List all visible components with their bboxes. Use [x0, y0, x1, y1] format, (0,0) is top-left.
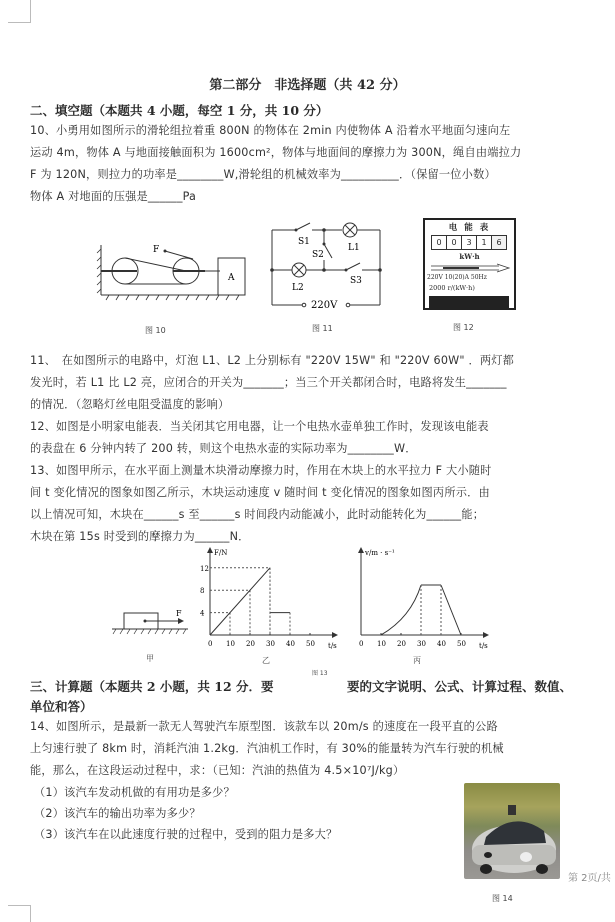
x-axis-arrow	[483, 632, 489, 638]
x-tick-label: 50	[457, 640, 466, 648]
y-axis-label: v/m · s⁻¹	[365, 549, 395, 557]
x-tick-label: 30	[417, 640, 426, 648]
q14-line-2: 上匀速行驶了 8km 时，消耗汽油 1.2kg．汽油机工作时，有 30%的能量转为汽车行驶的机械	[30, 742, 504, 755]
meter-digit: 3	[462, 236, 477, 249]
figure-13-bing-chart	[343, 545, 493, 670]
y-tick-label: 8	[200, 587, 205, 596]
q13-line-2: 间 t 变化情况的图象如图乙所示，木块运动速度 v 随时间 t 变化情况的图象如图丙所示．由	[30, 486, 490, 499]
meter-digits	[431, 235, 507, 250]
section-heading-calc-a: 三、计算题（本题共 2 小题，共 12 分．要	[30, 679, 274, 694]
x-tick-label: 40	[286, 640, 295, 648]
label-L2: L2	[292, 283, 304, 293]
q10-line-1: 10、小勇用如图所示的滑轮组拉着重 800N 的物体在 2min 内使物体 A 沿着水平地面匀速向左	[30, 124, 511, 137]
q14-line-1: 14、如图所示，是最新一款无人驾驶汽车原型图．该款车以 20m/s 的速度在一段平直的公路	[30, 720, 498, 733]
page-number: 第 2页/共	[568, 873, 611, 884]
section-heading-calc-b: 要的文字说明、公式、计算过程、数值、	[347, 679, 573, 694]
meter-base	[429, 296, 509, 308]
label-L1: L1	[348, 243, 360, 253]
figure-13-bing-caption: 丙	[413, 656, 421, 665]
x-tick-label: 0	[208, 640, 213, 648]
x-tick-label: 10	[377, 640, 386, 648]
series-curve-accel	[381, 585, 421, 635]
section-heading-fill-in: 二、填空题（本题共 4 小题，每空 1 分，共 10 分）	[30, 103, 329, 118]
q11-line-1: 11、 在如图所示的电路中，灯泡 L1、L2 上分别标有 "220V 15W" 和 "220V 60W" ．两灯都	[30, 354, 515, 367]
figure-14-car-photo	[464, 783, 560, 879]
q11-line-2: 发光时，若 L1 比 L2 亮，应闭合的开关为_______；当三个开关都闭合时，电路将发生_______	[30, 376, 507, 389]
y-axis-label: F/N	[214, 549, 228, 557]
figure-13-yi-chart	[192, 545, 342, 670]
label-F: F	[153, 245, 160, 255]
figure-13-jia	[110, 605, 190, 665]
figure-13-jia-caption: 甲	[146, 654, 154, 663]
q14-sub-3: （3）该汽车在以此速度行驶的过程中，受到的阻力是多大？	[34, 828, 338, 841]
label-S2: S2	[312, 250, 324, 260]
x-axis-arrow	[332, 632, 338, 638]
meter-digit: 1	[477, 236, 492, 249]
x-tick-label: 30	[266, 640, 275, 648]
figure-13-caption: 图 13	[312, 670, 328, 677]
part-title: 第二部分 非选择题（共 42 分）	[209, 78, 406, 93]
figure-10-pulley	[95, 225, 255, 335]
meter-title: 电 能 表	[448, 223, 491, 233]
q11-line-3: 的情况．（忽略灯丝电阻受温度的影响）	[30, 398, 230, 411]
q12-line-1: 12、如图是小明家电能表．当关闭其它用电器，让一个电热水壶单独工作时，发现该电能表	[30, 420, 489, 433]
meter-digit: 0	[447, 236, 462, 249]
q10-line-3: F 为 120N，则拉力的功率是________W,滑轮组的机械效率为__________．（保留一位小数）	[30, 168, 496, 181]
x-tick-label: 50	[306, 640, 315, 648]
x-tick-label: 10	[226, 640, 235, 648]
label-F: F	[176, 609, 182, 618]
figure-14-caption: 图 14	[492, 894, 513, 903]
y-axis-arrow	[358, 547, 364, 553]
x-tick-label: 0	[359, 640, 364, 648]
x-axis-label: t/s	[479, 642, 488, 650]
figure-12-energy-meter	[423, 218, 518, 340]
x-tick-label: 20	[246, 640, 255, 648]
meter-digit: 0	[432, 236, 447, 249]
q12-line-2: 的表盘在 6 分钟内转了 200 转，则这个电热水壶的实际功率为________W．	[30, 442, 417, 455]
q10-line-2: 运动 4m，物体 A 与地面接触面积为 1600cm²，物体与地面间的摩擦力为 300N，绳自由端拉力	[30, 146, 522, 159]
q14-sub-2: （2）该汽车的输出功率为多少？	[34, 807, 201, 820]
q13-line-4: 木块在第 15s 时受到的摩擦力为______N．	[30, 530, 250, 543]
x-tick-label: 40	[437, 640, 446, 648]
meter-unit: kW·h	[459, 252, 480, 261]
label-S3: S3	[350, 276, 362, 286]
meter-rating: 220V 10(20)A 50Hz	[427, 274, 487, 281]
x-axis-label: t/s	[328, 642, 337, 650]
y-tick-label: 12	[200, 564, 209, 573]
x-tick-label: 20	[397, 640, 406, 648]
figure-10-caption: 图 10	[145, 326, 166, 335]
meter-digit: 6	[492, 236, 506, 249]
section-heading-calc-c: 单位和答）	[30, 699, 93, 714]
q14-sub-1: （1）该汽车发动机做的有用功是多少？	[34, 786, 235, 799]
y-tick-label: 4	[200, 609, 205, 618]
figure-11-caption: 图 11	[312, 324, 333, 333]
figure-12-caption: 图 12	[453, 323, 474, 332]
figure-13-yi-caption: 乙	[262, 656, 270, 665]
label-220V: 220V	[311, 300, 338, 311]
series-line-decel	[441, 585, 461, 635]
label-S1: S1	[298, 237, 310, 247]
q13-line-3: 以上情况可知，木块在______s 至______s 时间段内动能减小，此时动能转化为______能；	[30, 508, 485, 521]
page-corner-mark	[8, 0, 31, 23]
q13-line-1: 13、如图甲所示，在水平面上测量木块滑动摩擦力时，作用在木块上的水平拉力 F 大小随时	[30, 464, 492, 477]
page-corner-mark	[8, 905, 31, 922]
figure-11-circuit	[262, 215, 387, 340]
meter-constant: 2000 r/(kW·h)	[429, 284, 475, 292]
y-axis-arrow	[207, 547, 213, 553]
series-line-ramp	[210, 568, 270, 635]
q14-line-3: 能，那么，在这段运动过程中，求：（已知：汽油的热值为 4.5×10⁷J/kg）	[30, 764, 405, 777]
q10-line-4: 物体 A 对地面的压强是______Pa	[30, 190, 197, 203]
label-A: A	[228, 273, 235, 283]
